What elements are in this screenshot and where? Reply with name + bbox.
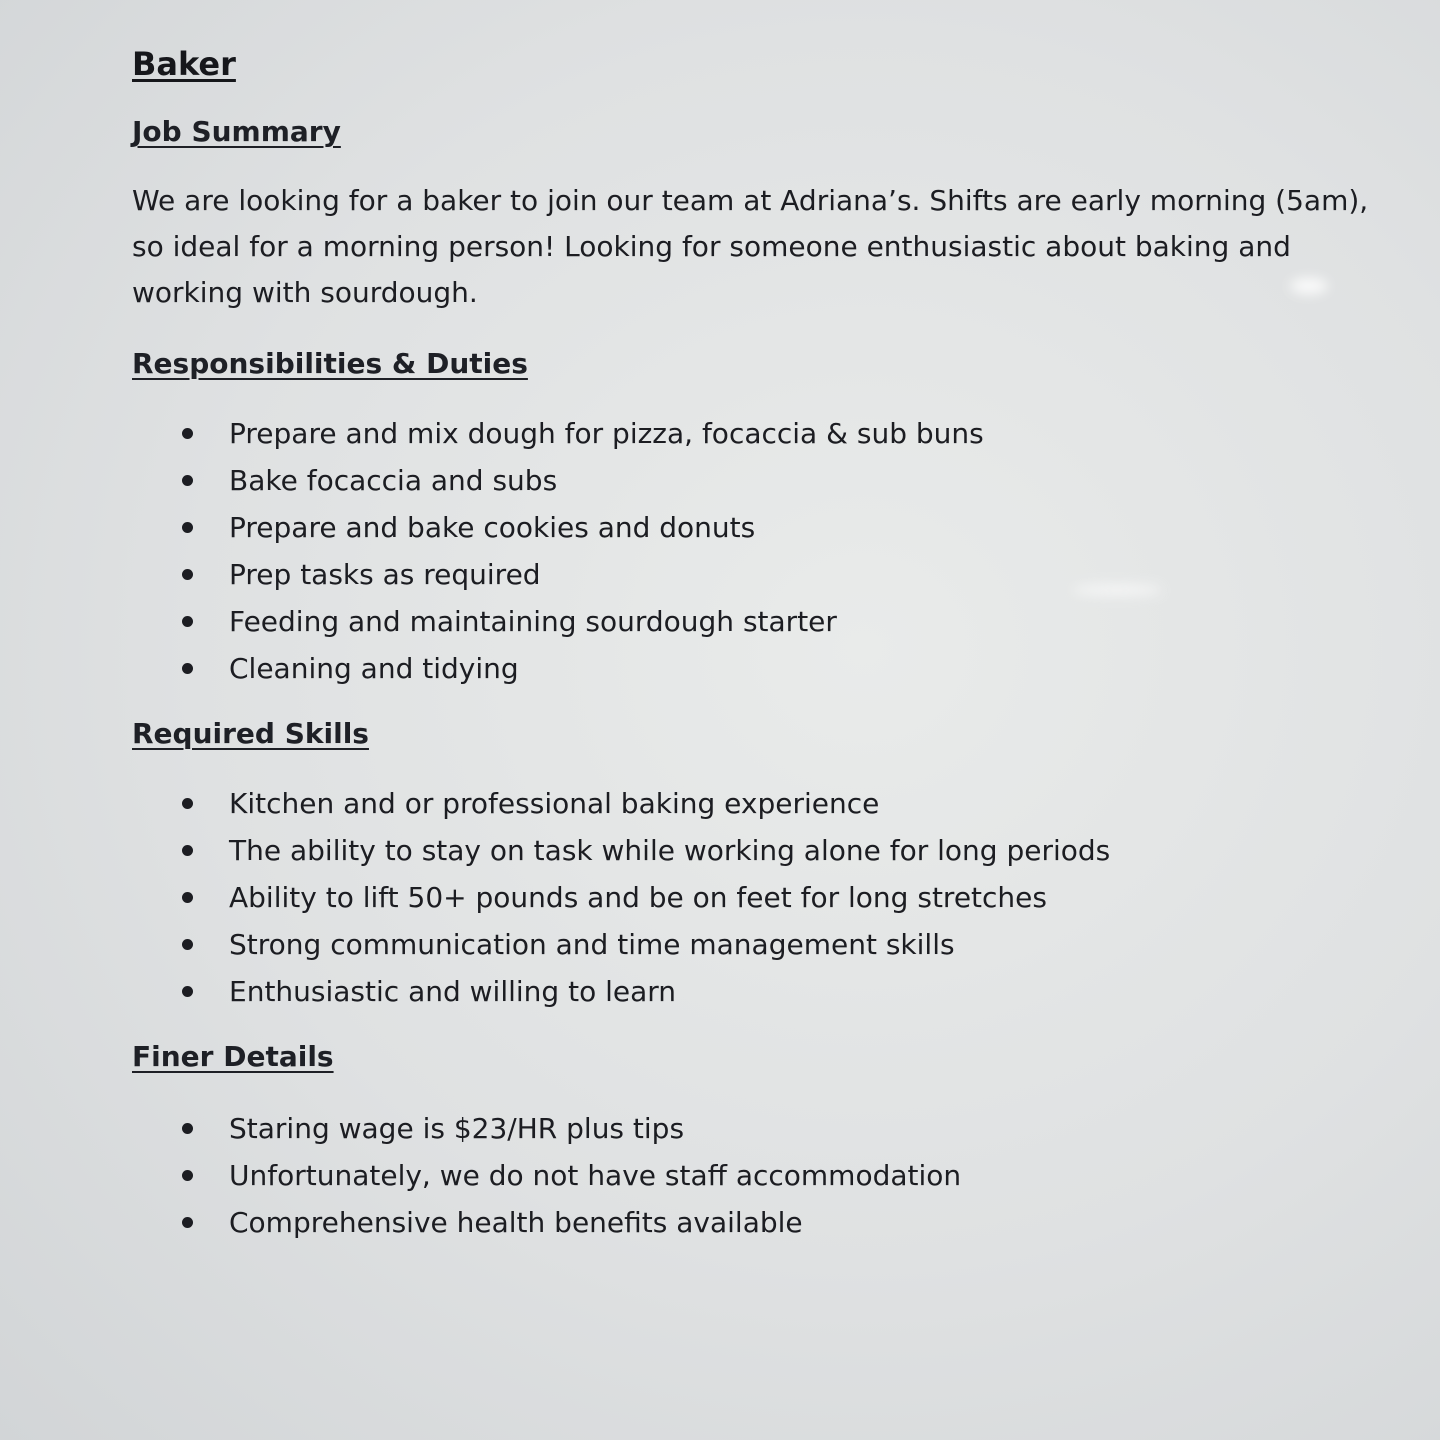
bullet-icon (182, 798, 193, 809)
list-item (132, 1152, 1392, 1199)
list-item (132, 504, 1392, 551)
bullet-icon (182, 616, 193, 627)
list-item (132, 410, 1392, 457)
required-skills-list (132, 780, 1392, 1015)
list-item-text: Prepare and mix dough for pizza, focaccia & sub buns (229, 417, 984, 450)
list-item-text: Bake focaccia and subs (229, 464, 558, 497)
bullet-icon (182, 475, 193, 486)
list-item-text: Enthusiastic and willing to learn (229, 975, 677, 1008)
section-heading-responsibilities: Responsibilities & Duties (132, 347, 528, 380)
bullet-icon (182, 1123, 193, 1134)
bullet-icon (182, 569, 193, 580)
list-item (132, 598, 1392, 645)
document-title: Baker (132, 45, 236, 83)
section-heading-finer-details: Finer Details (132, 1040, 334, 1073)
bullet-icon (182, 939, 193, 950)
list-item (132, 551, 1392, 598)
list-item (132, 968, 1392, 1015)
finer-details-list (132, 1105, 1392, 1246)
list-item (132, 645, 1392, 692)
bullet-icon (182, 428, 193, 439)
section-heading-required-skills: Required Skills (132, 717, 369, 750)
job-summary-text: We are looking for a baker to join our team at Adriana’s. Shifts are early morning (5am), so ideal for a morning person! Looking for someone enthusiastic about baking and working with sourdough. (132, 184, 1369, 309)
bullet-icon (182, 522, 193, 533)
list-item (132, 827, 1392, 874)
bullet-icon (182, 986, 193, 997)
list-item-text: Feeding and maintaining sourdough starter (229, 605, 837, 638)
list-item-text: Unfortunately, we do not have staff accommodation (229, 1159, 962, 1192)
job-posting-document (132, 40, 1392, 1246)
list-item-text: Staring wage is $23/HR plus tips (229, 1112, 685, 1145)
list-item-text: The ability to stay on task while working alone for long periods (229, 834, 1111, 867)
responsibilities-list (132, 410, 1392, 692)
list-item (132, 1105, 1392, 1152)
bullet-icon (182, 845, 193, 856)
list-item-text: Ability to lift 50+ pounds and be on feet for long stretches (229, 881, 1047, 914)
list-item-text: Comprehensive health benefits available (229, 1206, 803, 1239)
list-item (132, 874, 1392, 921)
list-item (132, 780, 1392, 827)
list-item (132, 457, 1392, 504)
bullet-icon (182, 1170, 193, 1181)
section-heading-job-summary: Job Summary (132, 115, 341, 148)
list-item (132, 1199, 1392, 1246)
bullet-icon (182, 892, 193, 903)
bullet-icon (182, 1217, 193, 1228)
list-item-text: Prepare and bake cookies and donuts (229, 511, 756, 544)
list-item-text: Prep tasks as required (229, 558, 541, 591)
list-item-text: Cleaning and tidying (229, 652, 519, 685)
list-item-text: Strong communication and time management skills (229, 928, 955, 961)
list-item (132, 921, 1392, 968)
list-item-text: Kitchen and or professional baking experience (229, 787, 880, 820)
bullet-icon (182, 663, 193, 674)
